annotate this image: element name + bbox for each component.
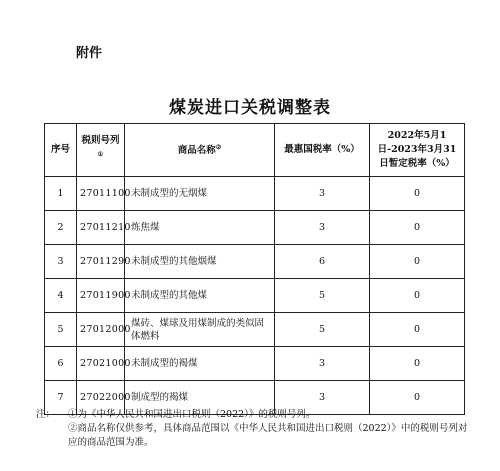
cell-name: 未制成型的无烟煤	[125, 177, 275, 211]
cell-provisional-rate: 0	[370, 313, 465, 347]
cell-mfn-rate: 5	[275, 279, 370, 313]
cell-provisional-rate: 0	[370, 177, 465, 211]
notes	[36, 408, 476, 450]
tariff-table	[44, 123, 465, 415]
table-row	[45, 279, 465, 313]
table-row	[45, 347, 465, 381]
cell-code: 27011210	[77, 211, 125, 245]
header-name: 商品名称②	[125, 124, 275, 177]
cell-name: 炼焦煤	[125, 211, 275, 245]
header-seq: 序号	[45, 124, 77, 177]
cell-seq: 1	[45, 177, 77, 211]
cell-code: 27011290	[77, 245, 125, 279]
cell-mfn-rate: 3	[275, 381, 370, 415]
cell-name: 未制成型的其他烟煤	[125, 245, 275, 279]
cell-seq: 4	[45, 279, 77, 313]
cell-name: 煤砖、煤球及用煤制成的类似固体燃料	[125, 313, 275, 347]
cell-seq: 7	[45, 381, 77, 415]
cell-provisional-rate: 0	[370, 245, 465, 279]
attachment-label: 附件	[76, 46, 103, 61]
note-item-2: ②商品名称仅供参考，具体商品范围以《中华人民共和国进出口税则（2022）》中的税则号列对应的商品范围为准。	[68, 423, 468, 448]
cell-code: 27021000	[77, 347, 125, 381]
table-row	[45, 211, 465, 245]
cell-code: 27022000	[77, 381, 125, 415]
cell-provisional-rate: 0	[370, 381, 465, 415]
footnote-mark-2: ②	[215, 144, 222, 152]
cell-provisional-rate: 0	[370, 279, 465, 313]
document-title: 煤炭进口关税调整表	[169, 98, 331, 118]
cell-mfn-rate: 5	[275, 313, 370, 347]
notes-label: 注：	[36, 409, 56, 420]
cell-mfn-rate: 6	[275, 245, 370, 279]
header-provisional-rate: 2022年5月1日-2023年3月31日暂定税率（%）	[370, 124, 465, 177]
cell-name: 制成型的褐煤	[125, 381, 275, 415]
cell-seq: 6	[45, 347, 77, 381]
note-item-1: ①为《中华人民共和国进出口税则（2022）》的税则号列。	[68, 409, 316, 420]
footnote-mark-1: ①	[97, 151, 104, 159]
header-mfn-rate: 最惠国税率（%）	[275, 124, 370, 177]
table-row	[45, 177, 465, 211]
cell-provisional-rate: 0	[370, 211, 465, 245]
cell-provisional-rate: 0	[370, 347, 465, 381]
table-row	[45, 313, 465, 347]
cell-code: 27011100	[77, 177, 125, 211]
cell-mfn-rate: 3	[275, 211, 370, 245]
cell-mfn-rate: 3	[275, 177, 370, 211]
cell-seq: 2	[45, 211, 77, 245]
table-header-row	[45, 124, 465, 177]
cell-seq: 5	[45, 313, 77, 347]
table-row	[45, 245, 465, 279]
cell-mfn-rate: 3	[275, 347, 370, 381]
cell-name: 未制成型的其他煤	[125, 279, 275, 313]
header-code: 税则号列①	[77, 124, 125, 177]
cell-code: 27012000	[77, 313, 125, 347]
cell-seq: 3	[45, 245, 77, 279]
cell-code: 27011900	[77, 279, 125, 313]
cell-name: 未制成型的褐煤	[125, 347, 275, 381]
